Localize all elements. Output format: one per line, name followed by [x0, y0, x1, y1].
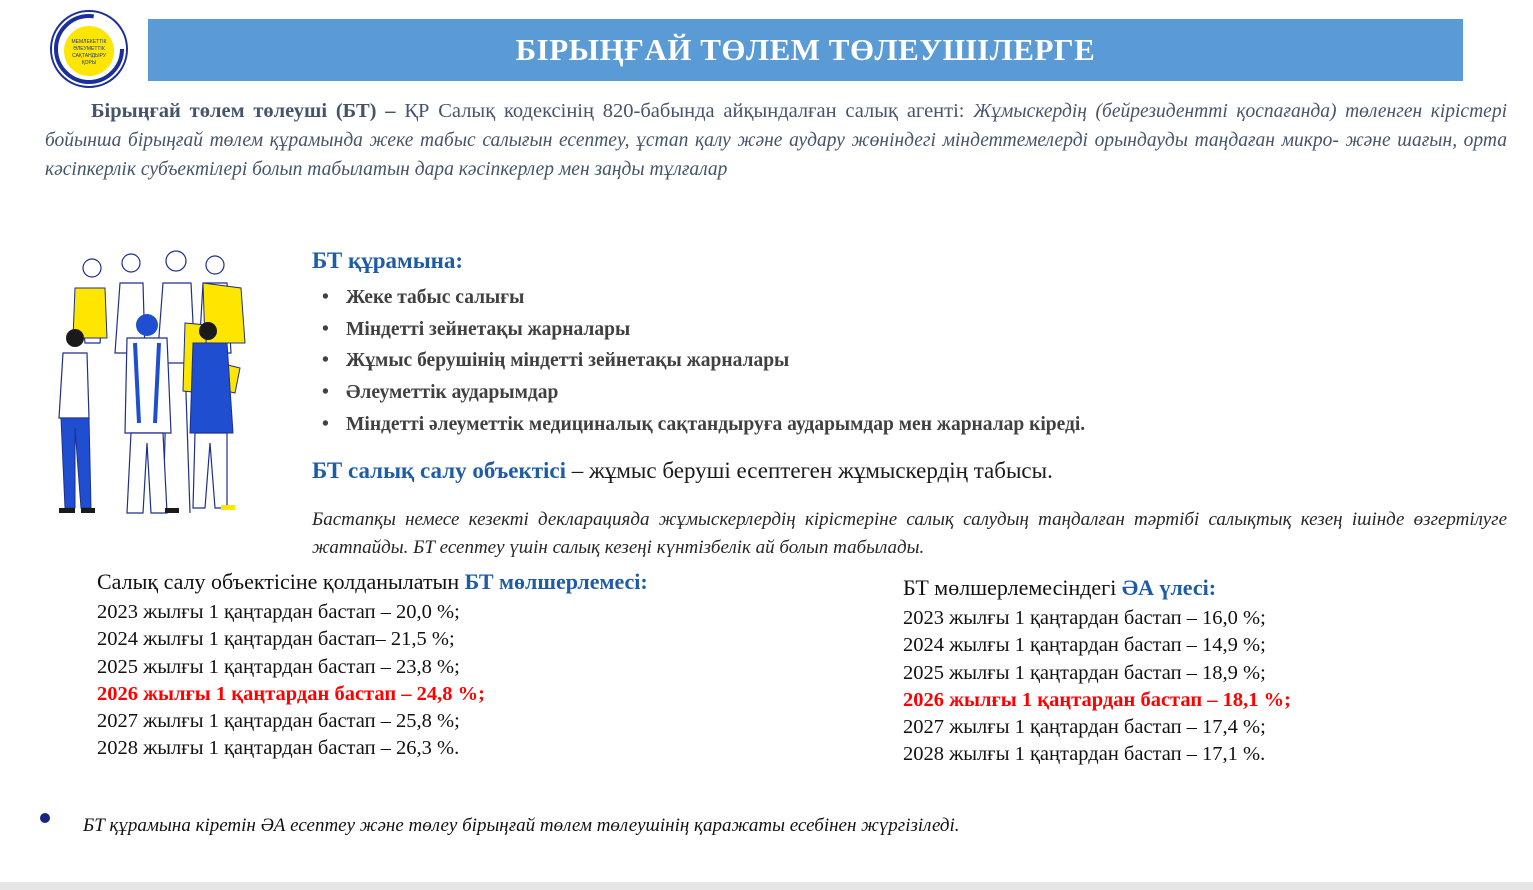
- composition-item: • Міндетті әлеуметтік медициналық сақтандыруға аударымдар мен жарналар кіреді.: [312, 409, 1085, 441]
- share-row: 2028 жылғы 1 қаңтардан бастап – 17,1 %.: [903, 743, 1266, 766]
- tax-object-text: – жұмыс беруші есептеген жұмыскердің табысы.: [565, 458, 1053, 483]
- rates-right-header-bold: ӘА үлесі:: [1121, 575, 1217, 600]
- fund-logo: [50, 10, 128, 88]
- rates-right-header-plain: БТ мөлшерлемесіндегі: [903, 575, 1122, 600]
- intro-paragraph: [45, 97, 1507, 184]
- rates-left-header-plain: Салық салу объектісіне қолданылатын: [97, 569, 465, 594]
- composition-item: • Әлеуметтік аударымдар: [312, 377, 1085, 409]
- tax-object-term: БТ салық салу объектісі: [312, 458, 566, 483]
- rate-row: 2026 жылғы 1 қаңтардан бастап – 24,8 %;: [97, 682, 485, 705]
- share-row: 2023 жылғы 1 қаңтардан бастап – 16,0 %;: [903, 607, 1266, 629]
- rate-row: 2028 жылғы 1 қаңтардан бастап – 26,3 %.: [97, 737, 460, 760]
- bottom-strip: [0, 882, 1533, 890]
- rate-row: 2023 жылғы 1 қаңтардан бастап – 20,0 %;: [97, 601, 460, 623]
- rates-right-header: [903, 575, 1291, 601]
- share-row: 2027 жылғы 1 қаңтардан бастап – 17,4 %;: [903, 716, 1266, 739]
- rates-table-left: [97, 569, 648, 763]
- tax-object-line: [312, 458, 1053, 484]
- composition-heading: БТ құрамына:: [312, 248, 464, 273]
- composition-list: [312, 282, 1085, 441]
- rates-table-right: [903, 575, 1291, 769]
- svg-text:ҚОРЫ: ҚОРЫ: [81, 60, 97, 66]
- rate-row: 2025 жылғы 1 қаңтардан бастап – 23,8 %;: [97, 655, 460, 678]
- svg-text:ӘЛЕУМЕТТІК: ӘЛЕУМЕТТІК: [73, 46, 105, 52]
- composition-item: • Міндетті зейнетақы жарналары: [312, 314, 1085, 346]
- intro-definition: Жұмыскердің (бейрезидентті қоспағанда) төленген кірістері бойынша бірыңғай төлем құрамында жеке табыс салығын есептеу, ұстап қалу және аудару жөніндегі міндеттемелерді орындауды таңдаған микро- және шағын, орта кәсіпкерлік субъектілері болып табылатын дара кәсіпкерлер мен заңды тұлғалар: [45, 101, 1507, 180]
- svg-text:САҚТАНДЫРУ: САҚТАНДЫРУ: [72, 53, 106, 59]
- bullet-icon: [40, 813, 50, 823]
- intro-lead: ҚР Салық кодексінің 820-бабында айқындалған салық агенті:: [395, 100, 974, 122]
- footer-note: БТ құрамына кіретін ӘА есептеу және төлеу бірыңғай төлем төлеушінің қаражаты есебінен жүргізіледі.: [83, 815, 960, 836]
- rate-row: 2024 жылғы 1 қаңтардан бастап– 21,5 %;: [97, 628, 455, 651]
- share-row: 2024 жылғы 1 қаңтардан бастап – 14,9 %;: [903, 634, 1266, 657]
- composition-item: • Жеке табыс салығы: [312, 282, 1085, 314]
- title-banner: [148, 19, 1463, 81]
- declaration-note: Бастапқы немесе кезекті декларацияда жұмыскерлердің кірістеріне салық салудың таңдалған тәртібі салықтық кезең ішінде өзгертілуге жатпайды. БТ есептеу үшін салық кезеңі күнтізбелік ай болып табылады.: [312, 509, 1507, 558]
- share-row: 2026 жылғы 1 қаңтардан бастап – 18,1 %;: [903, 688, 1291, 711]
- composition-item: • Жұмыс берушінің міндетті зейнетақы жарналары: [312, 345, 1085, 377]
- page-title: БІРЫҢҒАЙ ТӨЛЕМ ТӨЛЕУШІЛЕРГЕ: [515, 32, 1096, 67]
- rates-left-header-bold: БТ мөлшерлемесі:: [464, 569, 648, 594]
- workers-illustration: [45, 243, 250, 525]
- rates-left-header: [97, 569, 648, 595]
- svg-text:МЕМЛЕКЕТТІК: МЕМЛЕКЕТТІК: [71, 39, 107, 45]
- intro-term: Бірыңғай төлем төлеуші (БТ) –: [91, 100, 396, 122]
- rate-row: 2027 жылғы 1 қаңтардан бастап – 25,8 %;: [97, 710, 460, 733]
- share-row: 2025 жылғы 1 қаңтардан бастап – 18,9 %;: [903, 661, 1266, 684]
